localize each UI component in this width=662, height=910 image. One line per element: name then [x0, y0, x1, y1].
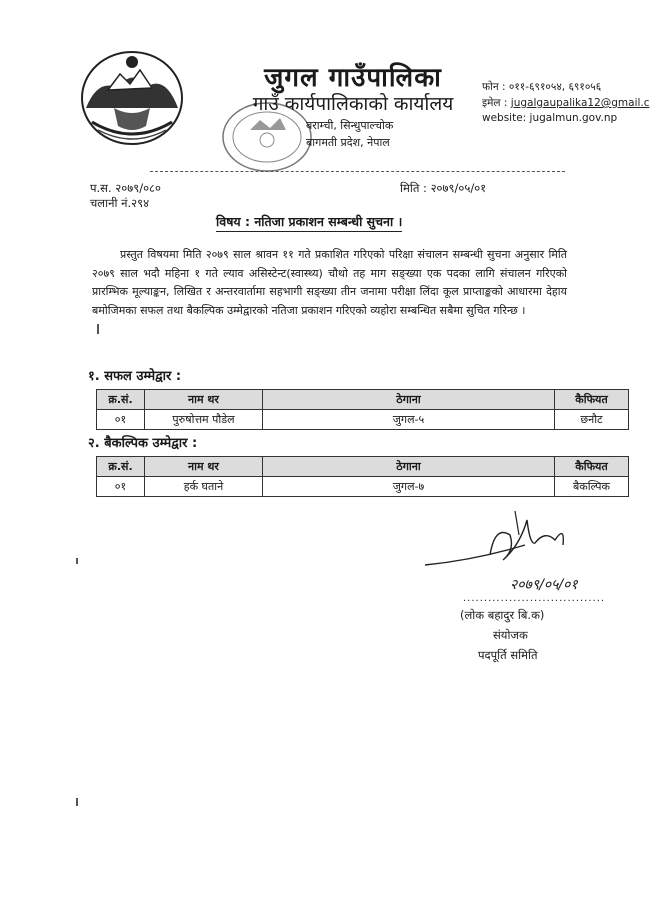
cell-remark: छनौट	[555, 410, 629, 430]
cell-address: जुगल-५	[263, 410, 555, 430]
signatory-committee: पदपूर्ति समिति	[478, 648, 538, 662]
col-header-sn: क्र.सं.	[97, 457, 145, 477]
col-header-address: ठेगाना	[263, 457, 555, 477]
email-line	[482, 96, 650, 110]
cell-name: हर्क घताने	[145, 477, 263, 497]
header-divider	[150, 171, 565, 172]
email-label: इमेल :	[482, 97, 508, 109]
email-link[interactable]: jugalgaupalika12@gmail.c	[510, 97, 650, 109]
table-header-row	[97, 457, 629, 477]
cell-remark: बैकल्पिक	[555, 477, 629, 497]
alternate-candidates-table	[96, 456, 629, 497]
successful-candidates-table	[96, 389, 629, 430]
scan-speck	[76, 798, 78, 806]
office-subtitle: गाउँ कार्यपालिकाको कार्यालय	[252, 93, 454, 115]
scan-speck	[97, 324, 99, 334]
table-header-row	[97, 390, 629, 410]
table-row	[97, 477, 629, 497]
address-line-1: बराम्ची, सिन्धुपाल्चोक	[306, 119, 394, 132]
address-line-2: बागमती प्रदेश, नेपाल	[306, 136, 390, 149]
cell-sn: ०१	[97, 410, 145, 430]
letter-body: प्रस्तुत विषयमा मिति २०७९ साल श्रावन ११ गते प्रकाशित गरिएको परिक्षा संचालन सम्बन्धी सुचना अनुसार मिति २०७९ साल भदौ महिना १ गते ल्याव असिस्टेन्ट(स्वास्थ्य) चौथो तह माग सङ्ख्या एक पदका लागि संचालन गरिएको प्रारम्भिक मूल्याङ्कन, लिखित र अन्तरवार्तामा सहभागी सङ्ख्या तीन जनामा परीक्षा लिंदा कूल प्राप्ताङ्कको आधारमा देहाय बमोजिमका सफल तथा बैकल्पिक उम्मेद्वारको नतिजा प्रकाशन गरिएको व्यहोरा सम्बन्धित सबैमा सुचित गरिन्छ ।	[92, 248, 567, 317]
reference-number: प.स. २०७९/०८०	[90, 181, 162, 195]
signatory-position: संयोजक	[493, 628, 528, 642]
website: website: jugalmun.gov.np	[482, 112, 618, 124]
cell-address: जुगल-७	[263, 477, 555, 497]
col-header-remark: कैफियत	[555, 457, 629, 477]
section-alternate-heading: २. बैकल्पिक उम्मेद्वार :	[88, 436, 198, 451]
dispatch-number: चलानी नं.२९४	[90, 196, 150, 210]
signature-date: २०७९/०५/०१	[510, 577, 578, 593]
col-header-name: नाम थर	[145, 390, 263, 410]
office-title: जुगल गाउँपालिका	[264, 63, 442, 93]
col-header-address: ठेगाना	[263, 390, 555, 410]
handwritten-signature-icon	[415, 505, 625, 595]
letter-subject: विषय : नतिजा प्रकाशन सम्बन्धी सुचना ।	[216, 213, 402, 232]
col-header-name: नाम थर	[145, 457, 263, 477]
col-header-remark: कैफियत	[555, 390, 629, 410]
scan-speck	[76, 558, 78, 564]
cell-name: पुरुषोत्तम पौडेल	[145, 410, 263, 430]
cell-sn: ०१	[97, 477, 145, 497]
nepal-emblem-icon	[78, 48, 186, 148]
table-row	[97, 410, 629, 430]
signature-line: ..................................	[463, 593, 606, 604]
col-header-sn: क्र.सं.	[97, 390, 145, 410]
signatory-name: (लोक बहादुर बि.क)	[460, 608, 545, 622]
phone-number: फोन : ०११-६९१०५४, ६९१०५६	[482, 81, 602, 93]
letter-date: मिति : २०७९/०५/०१	[400, 181, 487, 195]
section-successful-heading: १. सफल उम्मेद्वार :	[88, 369, 182, 384]
